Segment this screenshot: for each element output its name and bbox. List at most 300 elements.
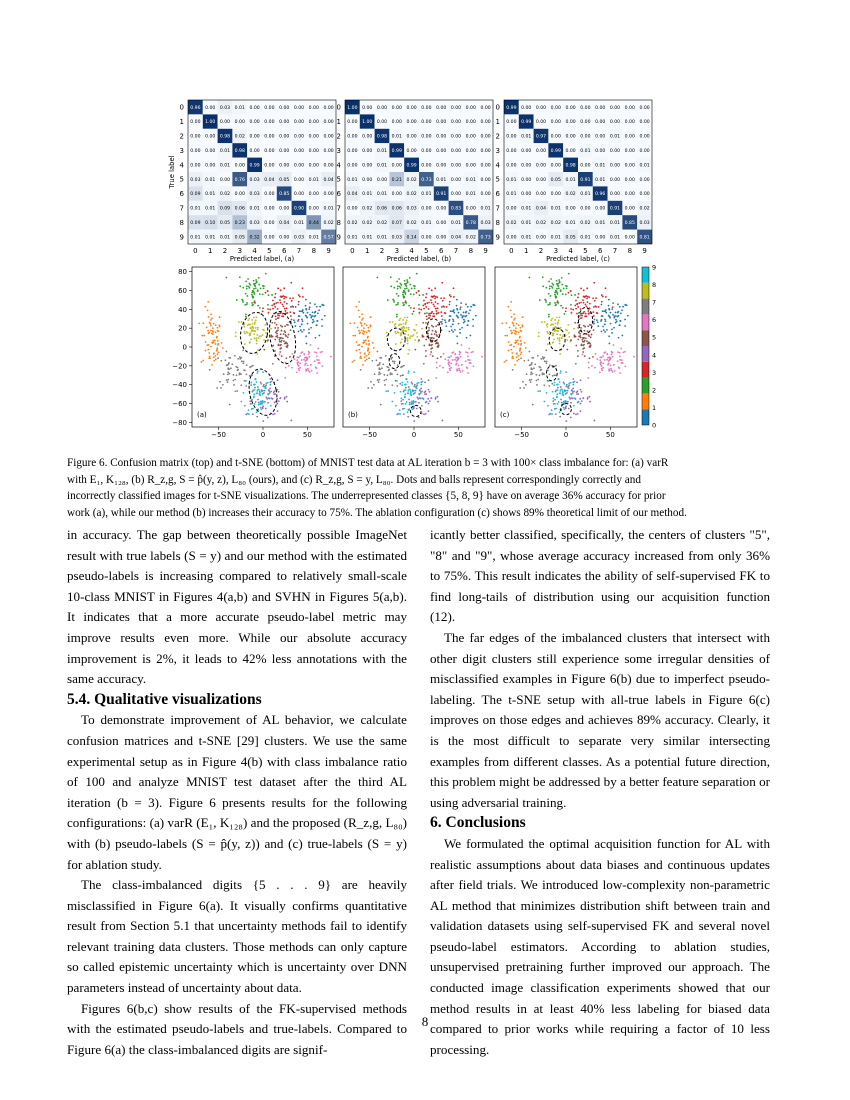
cm-cell-label: 0.32 xyxy=(249,235,260,241)
tsne-point xyxy=(219,316,221,318)
tsne-point xyxy=(307,312,309,314)
cm-cell-label: 0.00 xyxy=(580,120,591,126)
tsne-point xyxy=(623,352,625,354)
tsne-point xyxy=(606,354,608,356)
tsne-point xyxy=(256,411,258,413)
tsne-point xyxy=(251,302,253,304)
tsne-point xyxy=(583,344,585,346)
tsne-point xyxy=(584,355,586,357)
cm-cell-label: 0.01 xyxy=(219,163,231,169)
cm-cell-label: 0.00 xyxy=(609,105,621,111)
tsne-point xyxy=(243,392,245,394)
tsne-point xyxy=(608,299,610,301)
tsne-point xyxy=(550,324,552,326)
tsne-point xyxy=(280,302,282,304)
cm-cell-label: 0.00 xyxy=(279,163,290,169)
tsne-point xyxy=(255,287,257,289)
tsne-point xyxy=(568,273,570,275)
tsne-point xyxy=(433,304,435,306)
cm-y-tick-label: 0 xyxy=(495,103,500,112)
tsne-point xyxy=(309,356,311,358)
tsne-point xyxy=(585,315,587,317)
tsne-point xyxy=(538,332,540,334)
cm-cell-label: 0.00 xyxy=(550,134,561,140)
cm-cell-label: 0.00 xyxy=(639,177,650,183)
tsne-point xyxy=(210,323,212,325)
tsne-point xyxy=(304,364,306,366)
tsne-point xyxy=(368,340,370,342)
cm-cell-label: 0.00 xyxy=(609,163,621,169)
tsne-point xyxy=(361,319,363,321)
tsne-point xyxy=(419,390,421,392)
tsne-point xyxy=(565,310,567,312)
cm-cell-label: 0.00 xyxy=(535,163,547,169)
tsne-point xyxy=(258,389,260,391)
cm-cell-label: 0.00 xyxy=(565,120,576,126)
tsne-point xyxy=(475,315,477,317)
tsne-point xyxy=(305,315,307,317)
tsne-point xyxy=(322,304,324,306)
tsne-point xyxy=(405,403,407,405)
tsne-point xyxy=(362,342,364,344)
tsne-point xyxy=(564,390,566,392)
cm-x-tick-label: 8 xyxy=(311,247,317,255)
tsne-point xyxy=(406,319,408,321)
tsne-point xyxy=(513,319,515,321)
tsne-point xyxy=(252,365,254,367)
tsne-point xyxy=(297,361,299,363)
cm-cell-label: 0.00 xyxy=(391,192,402,198)
tsne-point xyxy=(472,325,474,327)
cm-cell-label: 0.00 xyxy=(521,149,532,154)
tsne-point xyxy=(291,305,293,307)
tsne-point xyxy=(413,334,415,336)
tsne-point xyxy=(245,313,247,315)
tsne-point xyxy=(504,335,506,337)
tsne-point xyxy=(452,318,454,320)
cm-x-tick-label: 5 xyxy=(583,247,588,255)
tsne-point xyxy=(267,308,269,310)
tsne-point xyxy=(610,357,612,359)
tsne-point xyxy=(544,299,546,301)
tsne-point xyxy=(459,308,461,310)
cm-x-tick-label: 9 xyxy=(326,247,331,255)
tsne-point xyxy=(321,325,323,327)
tsne-point xyxy=(367,327,369,329)
tsne-point xyxy=(515,331,517,333)
tsne-point xyxy=(299,310,301,312)
cm-x-axis-label: Predicted label, (a) xyxy=(229,255,295,263)
tsne-point xyxy=(352,361,354,363)
colorbar-segment xyxy=(642,299,649,315)
cm-cell-label: 0.03 xyxy=(293,235,305,241)
tsne-point xyxy=(286,303,288,305)
tsne-point xyxy=(530,371,532,373)
tsne-point xyxy=(308,332,310,334)
tsne-point xyxy=(265,384,267,386)
tsne-point xyxy=(250,382,252,384)
cm-cell-label: 0.00 xyxy=(362,105,373,111)
tsne-point xyxy=(267,304,269,306)
tsne-point xyxy=(567,390,569,392)
tsne-point xyxy=(572,384,574,386)
tsne-point xyxy=(574,322,576,324)
cm-cell-label: 0.00 xyxy=(293,149,305,154)
tsne-point xyxy=(440,297,442,299)
tsne-point xyxy=(555,365,557,367)
tsne-point xyxy=(251,292,253,294)
tsne-point xyxy=(561,277,563,279)
cm-cell-label: 0.00 xyxy=(521,105,532,111)
tsne-point xyxy=(371,360,373,362)
tsne-point xyxy=(580,308,582,310)
tsne-point xyxy=(554,294,556,296)
tsne-point xyxy=(281,355,283,357)
tsne-point xyxy=(380,404,382,406)
tsne-point xyxy=(563,400,565,402)
tsne-point xyxy=(601,331,603,333)
tsne-point xyxy=(378,373,380,375)
tsne-point xyxy=(396,380,398,382)
tsne-point xyxy=(518,343,520,345)
tsne-point xyxy=(428,389,430,391)
tsne-point xyxy=(407,334,409,336)
cm-cell-label: 0.98 xyxy=(565,163,576,169)
tsne-point xyxy=(290,282,292,284)
cm-cell-label: 0.00 xyxy=(421,163,432,169)
tsne-point xyxy=(265,292,267,294)
tsne-point xyxy=(437,401,439,403)
tsne-point xyxy=(392,321,394,323)
cm-cell-label: 0.01 xyxy=(565,221,576,226)
tsne-point xyxy=(429,343,431,345)
tsne-point xyxy=(366,324,368,326)
tsne-point xyxy=(233,384,235,386)
tsne-point xyxy=(399,409,401,411)
tsne-point xyxy=(562,307,564,309)
tsne-point xyxy=(262,420,264,422)
tsne-point xyxy=(303,329,305,331)
tsne-point xyxy=(251,319,253,321)
cm-cell-label: 0.10 xyxy=(205,221,216,226)
tsne-point xyxy=(605,287,607,289)
cm-cell-label: 0.00 xyxy=(347,120,358,126)
tsne-point xyxy=(613,317,615,319)
tsne-point xyxy=(330,356,332,358)
tsne-point xyxy=(580,317,582,319)
cm-cell-label: 0.96 xyxy=(190,105,201,111)
tsne-point xyxy=(413,310,415,312)
tsne-point xyxy=(466,337,468,339)
tsne-point xyxy=(315,315,317,317)
tsne-point xyxy=(594,305,596,307)
tsne-point xyxy=(442,319,444,321)
tsne-point xyxy=(513,330,515,332)
tsne-point xyxy=(280,333,282,335)
tsne-point xyxy=(405,389,407,391)
tsne-point xyxy=(366,343,368,345)
tsne-point xyxy=(270,391,272,393)
cm-cell-label: 0.04 xyxy=(535,206,547,212)
tsne-point xyxy=(540,367,542,369)
tsne-point xyxy=(511,332,513,334)
tsne-point xyxy=(217,343,219,345)
tsne-point xyxy=(429,391,431,393)
tsne-point xyxy=(594,300,596,302)
tsne-point xyxy=(573,391,575,393)
tsne-point xyxy=(256,343,258,345)
tsne-point xyxy=(583,312,585,314)
tsne-point xyxy=(580,313,582,315)
tsne-point xyxy=(417,398,419,400)
cm-cell-label: 0.03 xyxy=(249,177,260,183)
tsne-y-tick-label: −80 xyxy=(172,418,187,427)
tsne-point xyxy=(307,368,309,370)
tsne-point xyxy=(268,390,270,392)
tsne-point xyxy=(395,304,397,306)
cm-cell-label: 0.00 xyxy=(480,120,491,126)
tsne-point xyxy=(240,401,242,403)
tsne-point xyxy=(513,323,515,325)
tsne-point xyxy=(242,301,244,303)
tsne-point xyxy=(216,387,218,389)
tsne-point xyxy=(236,374,238,376)
tsne-point xyxy=(237,367,239,369)
tsne-point xyxy=(551,286,553,288)
tsne-point xyxy=(551,283,553,285)
tsne-point xyxy=(420,378,422,380)
tsne-point xyxy=(575,363,577,365)
tsne-point xyxy=(573,334,575,336)
tsne-point xyxy=(553,384,555,386)
tsne-point xyxy=(508,341,510,343)
tsne-point xyxy=(364,352,366,354)
tsne-point xyxy=(213,341,215,343)
tsne-point xyxy=(618,315,620,317)
tsne-point xyxy=(215,343,217,345)
cm-cell-label: 0.00 xyxy=(264,120,275,126)
tsne-point xyxy=(467,359,469,361)
tsne-point xyxy=(230,367,232,369)
tsne-point xyxy=(521,324,523,326)
cm-cell-label: 0.00 xyxy=(190,163,201,169)
tsne-point xyxy=(545,287,547,289)
cm-cell-label: 0.00 xyxy=(436,221,447,226)
cm-cell-label: 0.00 xyxy=(362,149,373,154)
tsne-point xyxy=(211,342,213,344)
cm-x-tick-label: 9 xyxy=(483,247,488,255)
cm-cell-label: 0.00 xyxy=(595,149,606,154)
tsne-point xyxy=(624,325,626,327)
tsne-point xyxy=(588,367,590,369)
tsne-point xyxy=(377,379,379,381)
tsne-y-tick-label: −20 xyxy=(172,362,187,371)
tsne-point xyxy=(536,380,538,382)
colorbar-tick-label: 0 xyxy=(652,421,657,430)
tsne-point xyxy=(308,328,310,330)
tsne-x-tick-label: 50 xyxy=(605,431,615,439)
tsne-point xyxy=(466,315,468,317)
cm-cell-label: 1.00 xyxy=(362,120,373,126)
tsne-point xyxy=(216,336,218,338)
tsne-point xyxy=(391,401,393,403)
tsne-point xyxy=(593,329,595,331)
cm-cell-label: 0.00 xyxy=(293,163,305,169)
tsne-point xyxy=(586,306,588,308)
tsne-point xyxy=(465,311,467,313)
tsne-point xyxy=(361,323,363,325)
tsne-point xyxy=(254,389,256,391)
cm-cell-label: 0.00 xyxy=(308,149,319,154)
tsne-point xyxy=(431,289,433,291)
tsne-point xyxy=(599,359,601,361)
tsne-point xyxy=(548,280,550,282)
tsne-point xyxy=(307,357,309,359)
tsne-point xyxy=(207,330,209,332)
tsne-point xyxy=(428,313,430,315)
tsne-point xyxy=(283,333,285,335)
tsne-point xyxy=(316,306,318,308)
tsne-point xyxy=(561,284,563,286)
tsne-point xyxy=(414,285,416,287)
tsne-point xyxy=(314,303,316,305)
tsne-point xyxy=(621,309,623,311)
cm-x-tick-label: 3 xyxy=(394,247,400,255)
cm-cell-label: 0.01 xyxy=(249,206,260,212)
tsne-point xyxy=(562,293,564,295)
tsne-point xyxy=(633,356,635,358)
tsne-point xyxy=(577,350,579,352)
cm-cell-label: 0.00 xyxy=(450,149,462,154)
tsne-point xyxy=(233,374,235,376)
tsne-point xyxy=(614,370,616,372)
cm-cell-label: 0.06 xyxy=(376,206,388,212)
cm-x-tick-label: 7 xyxy=(453,247,459,255)
tsne-point xyxy=(456,357,458,359)
cm-cell-label: 0.01 xyxy=(580,149,591,154)
tsne-point xyxy=(385,390,387,392)
tsne-point xyxy=(583,296,585,298)
tsne-point xyxy=(257,386,259,388)
tsne-point xyxy=(602,326,604,328)
tsne-point xyxy=(413,420,415,422)
tsne-point xyxy=(301,359,303,361)
tsne-point xyxy=(617,351,619,353)
tsne-point xyxy=(621,359,623,361)
tsne-point xyxy=(589,396,591,398)
cm-x-tick-label: 8 xyxy=(468,247,474,255)
colorbar-tick-label: 4 xyxy=(652,351,657,360)
tsne-point xyxy=(265,332,267,334)
tsne-point xyxy=(536,384,538,386)
tsne-point xyxy=(359,316,361,318)
cm-cell-label: 0.02 xyxy=(565,192,576,198)
tsne-point xyxy=(618,367,620,369)
tsne-point xyxy=(364,341,366,343)
cm-cell-label: 0.00 xyxy=(279,235,290,241)
tsne-point xyxy=(237,369,239,371)
tsne-point xyxy=(588,335,590,337)
tsne-point xyxy=(231,363,233,365)
cm-cell-label: 0.02 xyxy=(234,134,245,140)
tsne-point xyxy=(403,327,405,329)
tsne-point xyxy=(408,327,410,329)
tsne-point xyxy=(601,304,603,306)
cm-cell-label: 0.00 xyxy=(609,192,621,198)
cm-cell-label: 0.00 xyxy=(421,206,432,212)
tsne-point xyxy=(367,387,369,389)
tsne-point xyxy=(456,335,458,337)
caption-line-3: incorrectly classified images for t-SNE visualizations. The underrepresented classes {5, 8, 9} have on average 36% accuracy for prior xyxy=(67,490,666,503)
tsne-point xyxy=(450,355,452,357)
tsne-point xyxy=(268,397,270,399)
tsne-point xyxy=(311,370,313,372)
tsne-point xyxy=(454,329,456,331)
tsne-point xyxy=(407,281,409,283)
tsne-point xyxy=(240,357,242,359)
tsne-point xyxy=(437,307,439,309)
tsne-point xyxy=(374,373,376,375)
tsne-point xyxy=(601,294,603,296)
tsne-point xyxy=(425,339,427,341)
cm-cell-label: 0.04 xyxy=(347,192,358,198)
tsne-point xyxy=(542,285,544,287)
cm-cell-label: 0.00 xyxy=(362,163,373,169)
tsne-point xyxy=(544,361,546,363)
tsne-point xyxy=(454,359,456,361)
tsne-point xyxy=(308,370,310,372)
tsne-point xyxy=(589,401,591,403)
tsne-point xyxy=(386,335,388,337)
cm-cell-label: 0.01 xyxy=(362,192,373,198)
tsne-point xyxy=(449,368,451,370)
cm-cell-label: 0.02 xyxy=(506,221,517,226)
tsne-point xyxy=(420,309,422,311)
tsne-point xyxy=(421,334,423,336)
cm-x-tick-label: 1 xyxy=(523,247,529,255)
cm-y-tick-label: 7 xyxy=(336,204,341,213)
tsne-point xyxy=(430,354,432,356)
section-heading-6: 6. Conclusions xyxy=(430,814,526,832)
tsne-point xyxy=(399,283,401,285)
cm-cell-label: 0.00 xyxy=(323,192,334,198)
cm-y-tick-label: 8 xyxy=(336,218,341,227)
tsne-point xyxy=(587,301,589,303)
cm-cell-label: 0.00 xyxy=(347,206,358,212)
tsne-point xyxy=(253,330,255,332)
tsne-point xyxy=(577,413,579,415)
tsne-point xyxy=(418,290,420,292)
tsne-point xyxy=(616,321,618,323)
tsne-point xyxy=(559,411,561,413)
tsne-point xyxy=(392,361,394,363)
tsne-point xyxy=(561,389,563,391)
tsne-point xyxy=(251,304,253,306)
tsne-point xyxy=(235,332,237,334)
cm-cell-label: 0.00 xyxy=(190,120,201,126)
tsne-point xyxy=(428,327,430,329)
cm-cell-label: 0.00 xyxy=(565,149,576,154)
tsne-point xyxy=(525,347,527,349)
tsne-point xyxy=(419,397,421,399)
tsne-point xyxy=(622,362,624,364)
tsne-point xyxy=(471,352,473,354)
cm-y-tick-label: 3 xyxy=(495,146,500,155)
cm-cell-label: 0.01 xyxy=(595,163,606,169)
cm-x-tick-label: 4 xyxy=(568,247,573,255)
cm-cell-label: 0.00 xyxy=(465,134,476,140)
tsne-point xyxy=(409,402,411,404)
